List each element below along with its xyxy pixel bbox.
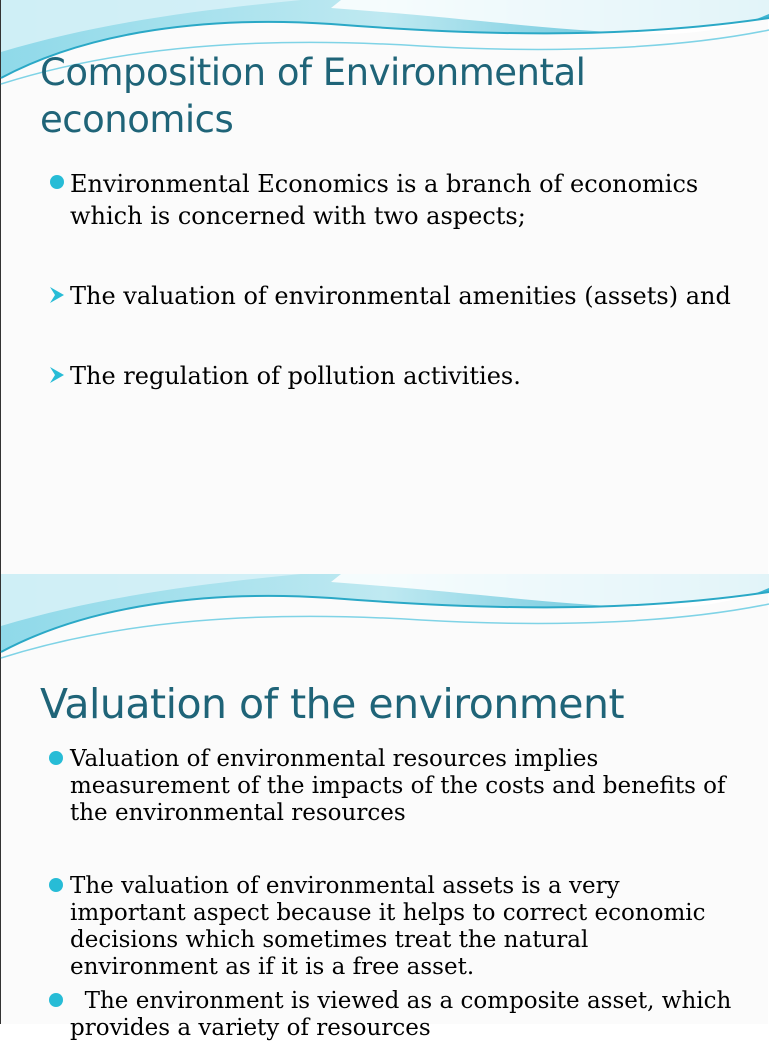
- bullet-text: The environment is viewed as a composite asset, which provides a variety of resources: [70, 988, 739, 1041]
- bullet-item: [1, 280, 741, 312]
- bullet-item: [1, 168, 741, 232]
- slide-title: Valuation of the environment: [40, 680, 625, 728]
- bullet-text: Valuation of environmental resources implies measurement of the impacts of the costs and benefits of the environmental resources: [70, 746, 726, 826]
- bullet-item: [1, 746, 741, 827]
- dot-bullet-icon: [49, 878, 63, 892]
- dot-bullet-icon: [49, 751, 63, 765]
- arrow-bullet-icon: [50, 287, 64, 303]
- bullet-item: [1, 360, 741, 392]
- wave-header-decoration: [1, 574, 769, 664]
- bullet-list: [1, 746, 741, 1042]
- slide-valuation: [0, 574, 768, 1041]
- slide-title: Composition of Environmental economics: [40, 51, 586, 141]
- bullet-item: [1, 873, 741, 981]
- bullet-list: [1, 168, 741, 392]
- dot-bullet-icon: [50, 175, 64, 189]
- arrow-bullet-icon: [50, 367, 64, 383]
- dot-bullet-icon: [49, 993, 63, 1007]
- bullet-text: The valuation of environmental amenities (assets) and: [70, 282, 731, 310]
- bullet-item: [1, 988, 741, 1042]
- bullet-text: The regulation of pollution activities.: [70, 362, 521, 390]
- bullet-text: The valuation of environmental assets is a very important aspect because it helps to correct economic decisions which sometimes treat the natural environment as if it is a free asset.: [70, 873, 706, 980]
- bullet-text: Environmental Economics is a branch of economics which is concerned with two aspects;: [70, 170, 699, 230]
